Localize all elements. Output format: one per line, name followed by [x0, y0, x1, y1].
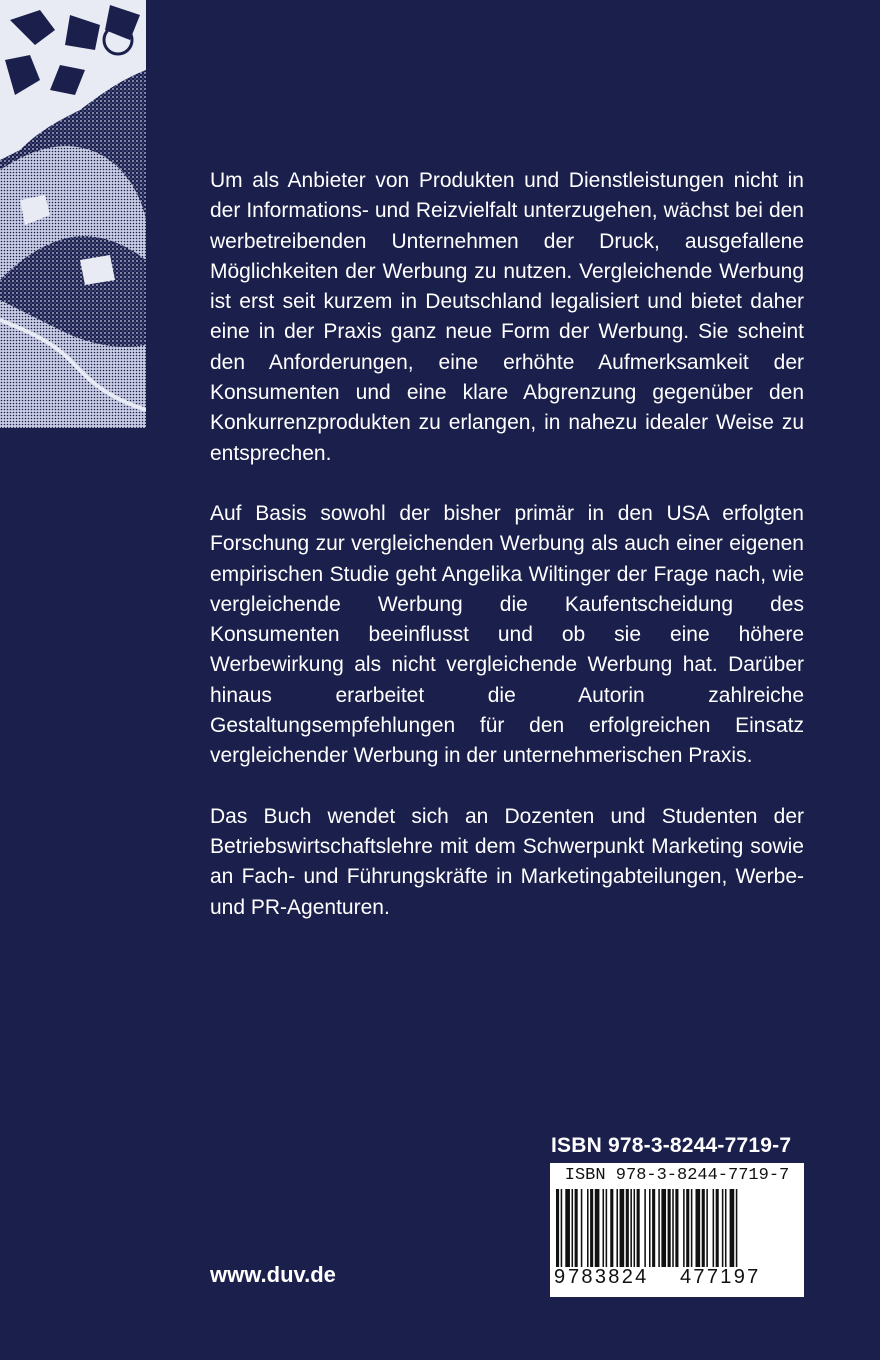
abstract-map-illustration-icon [0, 0, 146, 428]
publisher-url[interactable]: www.duv.de [210, 1262, 336, 1287]
blurb-paragraph-1: Um als Anbieter von Produkten und Dienstleistungen nicht in der Informations- und Reizvielfalt unterzugehen, wächst bei den werbetreibenden Unternehmen der Druck, ausgefallene Möglichkeiten der Werbung zu nutzen. Vergleichende Werbung ist erst seit kurzem in Deutschland legalisiert und bietet daher eine in der Praxis ganz neue Form der Werbung. Sie scheint den Anforderungen, eine erhöhte Aufmerksamkeit der Konsumenten und eine klare Abgrenzung gegenüber den Konkurrenzprodukten zu erlangen, in nahezu idealer Weise zu entsprechen. [210, 169, 804, 465]
back-cover-blurb [210, 166, 804, 953]
isbn-barcode [550, 1163, 804, 1297]
isbn-heading: ISBN 978-3-8244-7719-7 [551, 1134, 792, 1157]
barcode-isbn-label: ISBN 978-3-8244-7719-7 [564, 1166, 790, 1185]
cover-illustration [0, 0, 146, 428]
barcode-icon [554, 1189, 800, 1267]
barcode-digits-right: 477197 [680, 1266, 761, 1288]
barcode-digits [554, 1266, 800, 1289]
blurb-paragraph-2: Auf Basis sowohl der bisher primär in den USA erfolgten Forschung zur vergleichenden Werbung als auch einer eigenen empirischen Studie geht Angelika Wiltinger der Frage nach, wie vergleichende Werbung die Kaufentscheidung des Konsumenten beeinflusst und ob sie eine höhere Werbewirkung als nicht vergleichende Werbung hat. Darüber hinaus erarbeitet die Autorin zahlreiche Gestaltungsempfehlungen für den erfolgreichen Einsatz vergleichender Werbung in der unternehmerischen Praxis. [210, 501, 804, 768]
barcode-digits-left: 783824 [568, 1266, 649, 1288]
blurb-paragraph-3: Das Buch wendet sich an Dozenten und Studenten der Betriebswirtschaftslehre mit dem Schwerpunkt Marketing sowie an Fach- und Führungskräfte in Marketingabteilungen, Werbe- und PR-Agenturen. [210, 804, 804, 919]
barcode-digit-lead: 9 [554, 1266, 566, 1288]
